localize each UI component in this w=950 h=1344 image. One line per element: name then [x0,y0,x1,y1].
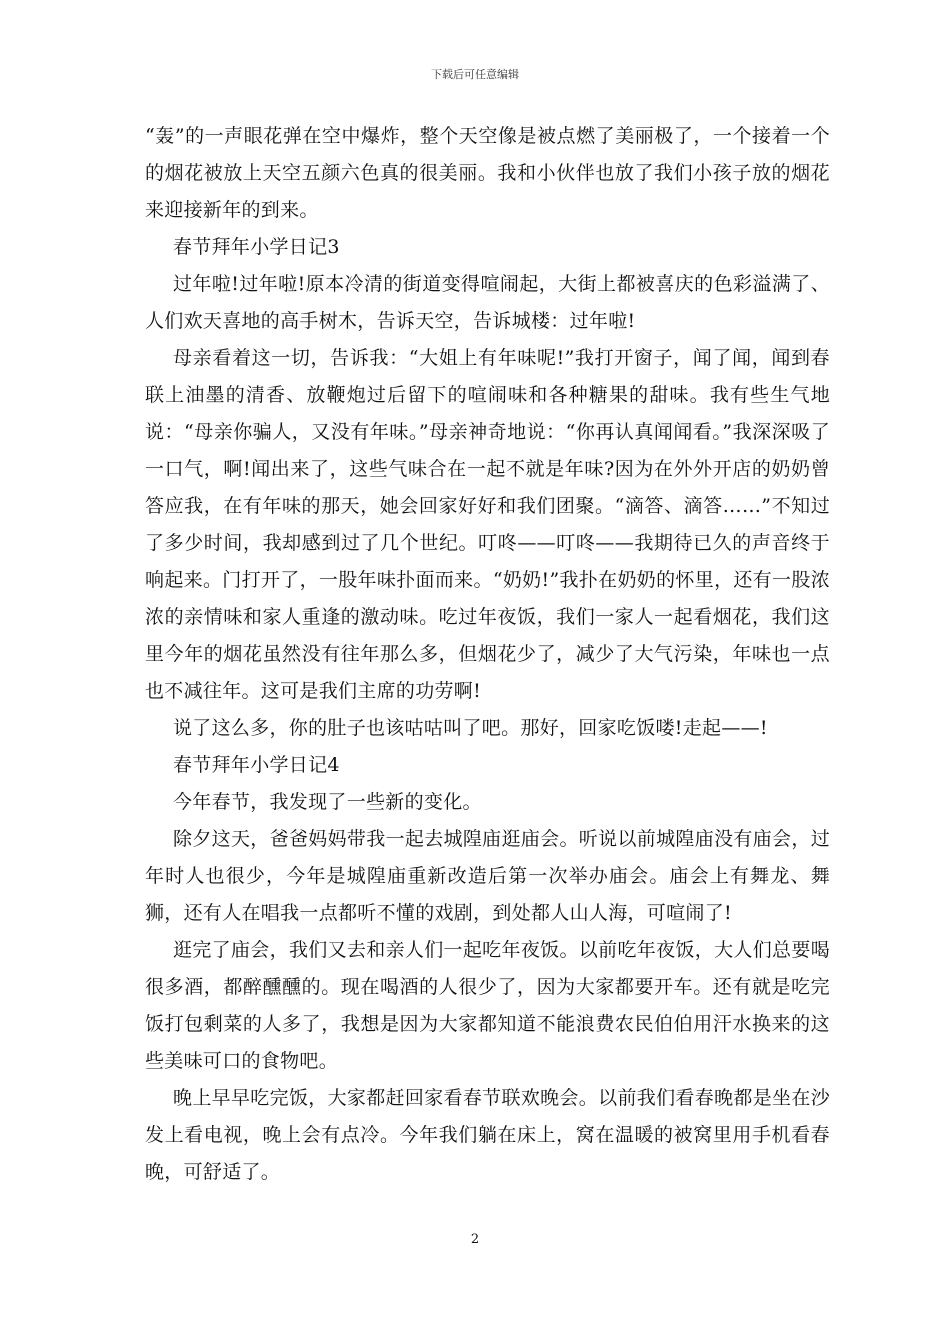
paragraph: 过年啦!过年啦!原本冷清的街道变得喧闹起，大街上都被喜庆的色彩溢满了、人们欢天喜地的高手树木，告诉天空，告诉城楼：过年啦! [145,273,830,332]
section-heading: 春节拜年小学日记3 [173,236,340,258]
section-heading: 春节拜年小学日记4 [173,754,340,776]
paragraph: “轰”的一声眼花弹在空中爆炸，整个天空像是被点燃了美丽极了，一个接着一个的烟花被放上天空五颜六色真的很美丽。我和小伙伴也放了我们小孩子放的烟花来迎接新年的到来。 [145,125,830,221]
paragraph: 母亲看着这一切，告诉我：“大姐上有年味呢!”我打开窗子，闻了闻，闻到春联上油墨的清香、放鞭炮过后留下的喧闹味和各种糖果的甜味。我有些生气地说：“母亲你骗人，又没有年味。”母亲神奇地说：“你再认真闻闻看。”我深深吸了一口气，啊!闻出来了，这些气味合在一起不就是年味?因为在外外开店的奶奶曾答应我，在有年味的那天，她会回家好好和我们团聚。“滴答、滴答……”不知过了多少时间，我却感到过了几个世纪。叮咚——叮咚——我期待已久的声音终于响起来。门打开了，一股年味扑面而来。“奶奶!”我扑在奶奶的怀里，还有一股浓浓的亲情味和家人重逢的激动味。吃过年夜饭，我们一家人一起看烟花，我们这里今年的烟花虽然没有往年那么多，但烟花少了，减少了大气污染，年味也一点也不减往年。这可是我们主席的功劳啊! [145,347,830,702]
paragraph: 逛完了庙会，我们又去和亲人们一起吃年夜饭。以前吃年夜饭，大人们总要喝很多酒，都醉醺醺的。现在喝酒的人很少了，因为大家都要开车。还有就是吃完饭打包剩菜的人多了，我想是因为大家都知道不能浪费农民伯伯用汗水换来的这些美味可口的食物吧。 [145,939,830,1072]
document-body [145,118,830,1191]
page-number: 2 [470,1232,480,1247]
paragraph: 晚上早早吃完饭，大家都赶回家看春节联欢晚会。以前我们看春晚都是坐在沙发上看电视，晚上会有点冷。今年我们躺在床上，窝在温暖的被窝里用手机看春晚，可舒适了。 [145,1087,830,1183]
paragraph: 说了这么多，你的肚子也该咕咕叫了吧。那好，回家吃饭喽!走起——! [173,717,768,739]
paragraph: 除夕这天，爸爸妈妈带我一起去城隍庙逛庙会。听说以前城隍庙没有庙会，过年时人也很少，今年是城隍庙重新改造后第一次举办庙会。庙会上有舞龙、舞狮，还有人在唱我一点都听不懂的戏剧，到处都人山人海，可喧闹了! [145,828,830,924]
page-header: 下载后可任意编辑 [431,68,519,81]
paragraph: 今年春节，我发现了一些新的变化。 [173,791,482,813]
